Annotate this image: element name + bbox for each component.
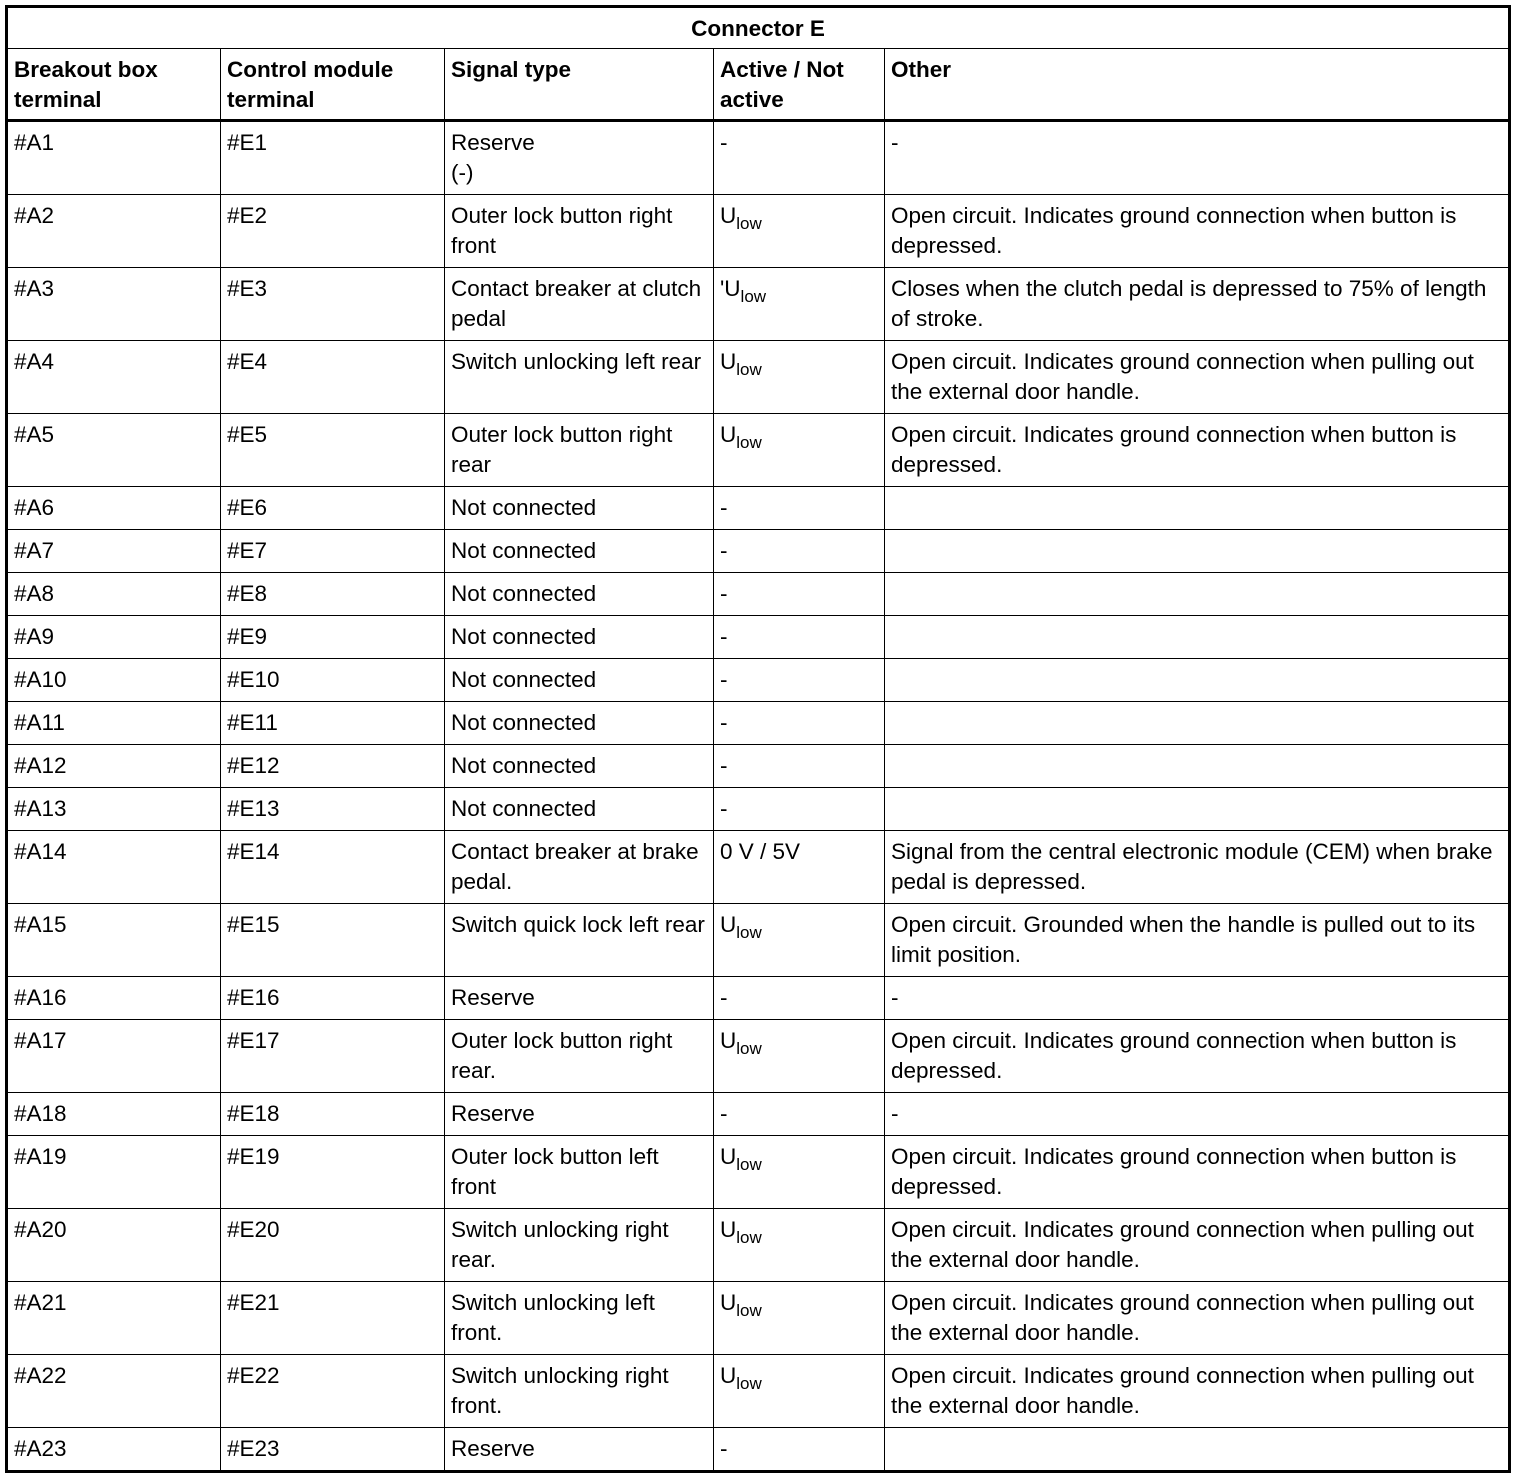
table-row (7, 616, 1510, 659)
header-breakout-box-terminal: Breakout box terminal (7, 49, 221, 121)
table-row (7, 414, 1510, 487)
active-not-active-cell (714, 573, 885, 616)
breakout-box-terminal-cell: #A11 (7, 702, 221, 745)
table-row (7, 195, 1510, 268)
table-row (7, 702, 1510, 745)
other-cell: Open circuit. Indicates ground connection when pulling out the external door handle. (885, 1355, 1510, 1428)
active-not-active-cell (714, 530, 885, 573)
breakout-box-terminal-cell: #A6 (7, 487, 221, 530)
table-row (7, 1093, 1510, 1136)
breakout-box-terminal-cell: #A17 (7, 1020, 221, 1093)
signal-type-cell: Not connected (445, 788, 714, 831)
control-module-terminal-cell: #E6 (221, 487, 445, 530)
control-module-terminal-cell: #E4 (221, 341, 445, 414)
signal-type-cell: Contact breaker at brake pedal. (445, 831, 714, 904)
signal-type-cell: Outer lock button right rear (445, 414, 714, 487)
active-value: - (720, 1436, 728, 1461)
active-value: - (720, 710, 728, 735)
active-not-active-cell (714, 1020, 885, 1093)
connector-e-table (5, 5, 1511, 1473)
table-row (7, 121, 1510, 195)
other-cell (885, 1428, 1510, 1472)
table-row (7, 268, 1510, 341)
signal-type-cell: Switch unlocking left rear (445, 341, 714, 414)
signal-type-cell: Not connected (445, 573, 714, 616)
table-row (7, 487, 1510, 530)
active-value-subscript: low (736, 1301, 762, 1320)
signal-type-cell: Reserve (445, 977, 714, 1020)
signal-type-cell: Not connected (445, 530, 714, 573)
other-cell (885, 487, 1510, 530)
column-header-row (7, 49, 1510, 121)
header-other: Other (885, 49, 1510, 121)
breakout-box-terminal-cell: #A15 (7, 904, 221, 977)
other-cell (885, 788, 1510, 831)
breakout-box-terminal-cell: #A9 (7, 616, 221, 659)
active-value: U (720, 1363, 737, 1388)
control-module-terminal-cell: #E2 (221, 195, 445, 268)
other-cell: Open circuit. Indicates ground connection when pulling out the external door handle. (885, 1209, 1510, 1282)
signal-type-cell: Outer lock button left front (445, 1136, 714, 1209)
breakout-box-terminal-cell: #A13 (7, 788, 221, 831)
active-value: - (720, 130, 728, 155)
signal-type-cell: Not connected (445, 745, 714, 788)
other-cell: Open circuit. Indicates ground connection when button is depressed. (885, 195, 1510, 268)
control-module-terminal-cell: #E1 (221, 121, 445, 195)
breakout-box-terminal-cell: #A5 (7, 414, 221, 487)
header-active-not-active: Active / Not active (714, 49, 885, 121)
control-module-terminal-cell: #E23 (221, 1428, 445, 1472)
other-cell: Open circuit. Indicates ground connection when button is depressed. (885, 414, 1510, 487)
breakout-box-terminal-cell: #A19 (7, 1136, 221, 1209)
active-not-active-cell (714, 1093, 885, 1136)
active-not-active-cell (714, 904, 885, 977)
active-value: 0 V / 5V (720, 839, 801, 864)
active-value: - (720, 624, 728, 649)
active-value: - (720, 495, 728, 520)
active-value: U (720, 422, 737, 447)
other-cell (885, 616, 1510, 659)
table-row (7, 1428, 1510, 1472)
breakout-box-terminal-cell: #A21 (7, 1282, 221, 1355)
signal-type-cell: Reserve (445, 1093, 714, 1136)
breakout-box-terminal-cell: #A4 (7, 341, 221, 414)
active-value: U (720, 1290, 737, 1315)
control-module-terminal-cell: #E7 (221, 530, 445, 573)
breakout-box-terminal-cell: #A7 (7, 530, 221, 573)
table-row (7, 530, 1510, 573)
table-row (7, 745, 1510, 788)
active-not-active-cell (714, 702, 885, 745)
active-value: 'U (720, 276, 741, 301)
control-module-terminal-cell: #E13 (221, 788, 445, 831)
table-row (7, 977, 1510, 1020)
table-body (7, 121, 1510, 1472)
active-value: - (720, 581, 728, 606)
active-not-active-cell (714, 1136, 885, 1209)
signal-type-cell: Not connected (445, 702, 714, 745)
table-row (7, 1209, 1510, 1282)
table-row (7, 1020, 1510, 1093)
control-module-terminal-cell: #E20 (221, 1209, 445, 1282)
other-cell: Open circuit. Indicates ground connection when pulling out the external door handle. (885, 341, 1510, 414)
control-module-terminal-cell: #E15 (221, 904, 445, 977)
active-not-active-cell (714, 1355, 885, 1428)
control-module-terminal-cell: #E5 (221, 414, 445, 487)
other-cell: - (885, 977, 1510, 1020)
other-cell: - (885, 121, 1510, 195)
other-cell: Open circuit. Indicates ground connection when pulling out the external door handle. (885, 1282, 1510, 1355)
control-module-terminal-cell: #E14 (221, 831, 445, 904)
control-module-terminal-cell: #E12 (221, 745, 445, 788)
active-not-active-cell (714, 414, 885, 487)
active-value-subscript: low (736, 433, 762, 452)
active-value: - (720, 753, 728, 778)
breakout-box-terminal-cell: #A3 (7, 268, 221, 341)
table-row (7, 341, 1510, 414)
active-value: U (720, 912, 737, 937)
active-value-subscript: low (736, 1039, 762, 1058)
active-not-active-cell (714, 1428, 885, 1472)
other-cell (885, 659, 1510, 702)
breakout-box-terminal-cell: #A22 (7, 1355, 221, 1428)
breakout-box-terminal-cell: #A16 (7, 977, 221, 1020)
signal-type-cell: Reserve (445, 1428, 714, 1472)
signal-type-cell: Contact breaker at clutch pedal (445, 268, 714, 341)
control-module-terminal-cell: #E17 (221, 1020, 445, 1093)
active-not-active-cell (714, 487, 885, 530)
breakout-box-terminal-cell: #A14 (7, 831, 221, 904)
other-cell: Signal from the central electronic module (CEM) when brake pedal is depressed. (885, 831, 1510, 904)
signal-type-cell: Not connected (445, 659, 714, 702)
header-signal-type: Signal type (445, 49, 714, 121)
table-row (7, 1136, 1510, 1209)
active-not-active-cell (714, 745, 885, 788)
active-value: - (720, 667, 728, 692)
table-row (7, 1355, 1510, 1428)
header-control-module-terminal: Control module terminal (221, 49, 445, 121)
breakout-box-terminal-cell: #A10 (7, 659, 221, 702)
breakout-box-terminal-cell: #A1 (7, 121, 221, 195)
table-row (7, 831, 1510, 904)
signal-type-cell: Not connected (445, 616, 714, 659)
breakout-box-terminal-cell: #A12 (7, 745, 221, 788)
active-not-active-cell (714, 121, 885, 195)
table-title: Connector E (7, 7, 1510, 49)
table-row (7, 573, 1510, 616)
table-row (7, 904, 1510, 977)
signal-type-cell: Reserve (-) (445, 121, 714, 195)
active-not-active-cell (714, 1209, 885, 1282)
active-value-subscript: low (736, 1228, 762, 1247)
active-value-subscript: low (740, 287, 767, 306)
breakout-box-terminal-cell: #A2 (7, 195, 221, 268)
other-cell (885, 573, 1510, 616)
active-value: - (720, 985, 728, 1010)
other-cell (885, 530, 1510, 573)
control-module-terminal-cell: #E16 (221, 977, 445, 1020)
table-row (7, 1282, 1510, 1355)
breakout-box-terminal-cell: #A18 (7, 1093, 221, 1136)
active-value-subscript: low (736, 923, 762, 942)
active-value-subscript: low (736, 360, 762, 379)
other-cell: Open circuit. Grounded when the handle is pulled out to its limit position. (885, 904, 1510, 977)
other-cell: Open circuit. Indicates ground connection when button is depressed. (885, 1020, 1510, 1093)
other-cell: Open circuit. Indicates ground connection when button is depressed. (885, 1136, 1510, 1209)
other-cell (885, 702, 1510, 745)
control-module-terminal-cell: #E18 (221, 1093, 445, 1136)
active-not-active-cell (714, 788, 885, 831)
active-value: - (720, 1101, 728, 1126)
control-module-terminal-cell: #E9 (221, 616, 445, 659)
active-value: U (720, 203, 737, 228)
breakout-box-terminal-cell: #A8 (7, 573, 221, 616)
signal-type-cell: Switch unlocking left front. (445, 1282, 714, 1355)
active-not-active-cell (714, 341, 885, 414)
active-value-subscript: low (736, 1374, 762, 1393)
active-value: U (720, 1217, 737, 1242)
active-value-subscript: low (736, 1155, 762, 1174)
active-value: U (720, 1028, 737, 1053)
control-module-terminal-cell: #E3 (221, 268, 445, 341)
breakout-box-terminal-cell: #A23 (7, 1428, 221, 1472)
active-value-subscript: low (736, 214, 762, 233)
active-value: U (720, 1144, 737, 1169)
active-value: U (720, 349, 737, 374)
signal-type-cell: Not connected (445, 487, 714, 530)
active-not-active-cell (714, 831, 885, 904)
control-module-terminal-cell: #E11 (221, 702, 445, 745)
table-row (7, 659, 1510, 702)
active-not-active-cell (714, 659, 885, 702)
breakout-box-terminal-cell: #A20 (7, 1209, 221, 1282)
signal-type-cell: Switch unlocking right front. (445, 1355, 714, 1428)
control-module-terminal-cell: #E10 (221, 659, 445, 702)
active-value: - (720, 538, 728, 563)
other-cell (885, 745, 1510, 788)
control-module-terminal-cell: #E22 (221, 1355, 445, 1428)
active-not-active-cell (714, 268, 885, 341)
active-not-active-cell (714, 195, 885, 268)
control-module-terminal-cell: #E21 (221, 1282, 445, 1355)
active-not-active-cell (714, 1282, 885, 1355)
signal-type-cell: Switch unlocking right rear. (445, 1209, 714, 1282)
other-cell: - (885, 1093, 1510, 1136)
active-value: - (720, 796, 728, 821)
control-module-terminal-cell: #E8 (221, 573, 445, 616)
control-module-terminal-cell: #E19 (221, 1136, 445, 1209)
table-row (7, 788, 1510, 831)
signal-type-cell: Outer lock button right rear. (445, 1020, 714, 1093)
signal-type-cell: Outer lock button right front (445, 195, 714, 268)
active-not-active-cell (714, 616, 885, 659)
active-not-active-cell (714, 977, 885, 1020)
signal-type-cell: Switch quick lock left rear (445, 904, 714, 977)
other-cell: Closes when the clutch pedal is depressed to 75% of length of stroke. (885, 268, 1510, 341)
